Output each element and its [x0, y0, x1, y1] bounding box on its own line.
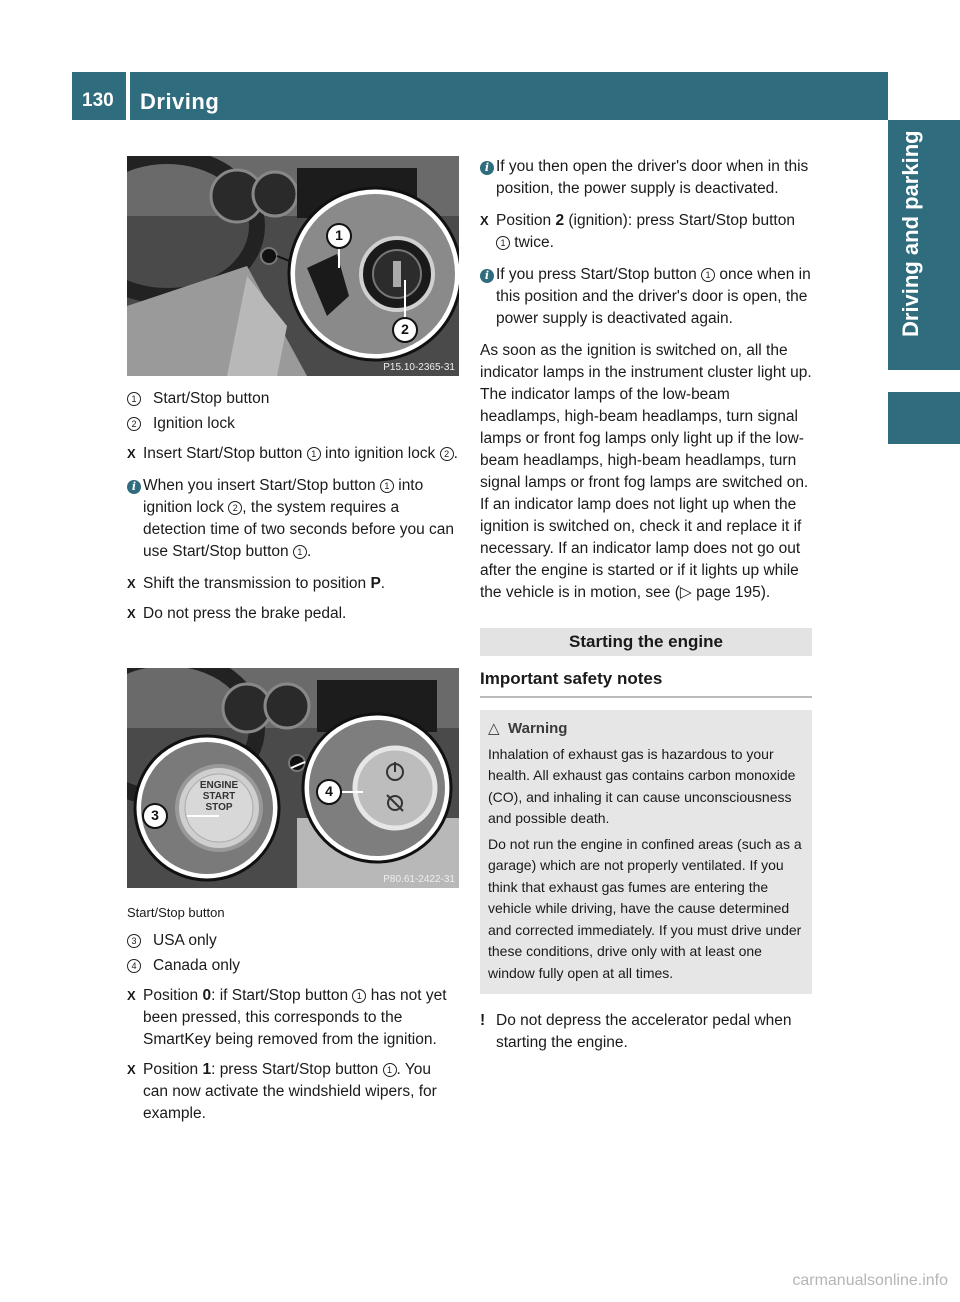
warning-text: Do not run the engine in confined areas (such as a garage) which are not properly ventilated. If you think that exhaust gas fumes are entering the vehicle while driving, have the cause determined and corrected immediately. If you must drive under these conditions, drive only with at least one window fully open at all times.: [488, 835, 802, 981]
step-arrow-icon: X: [127, 606, 136, 621]
callout-1-label: 1: [335, 227, 343, 243]
page-header: [72, 72, 888, 120]
left-column: [127, 388, 459, 629]
info-icon: i: [127, 480, 141, 494]
step-arrow-icon: X: [127, 1062, 136, 1077]
figure-2-illustration: [127, 668, 459, 888]
right-column: [480, 156, 812, 1054]
step-arrow-icon: X: [127, 988, 136, 1003]
callout-marker: 1: [307, 447, 321, 461]
callout-marker: 2: [440, 447, 454, 461]
header-divider: [126, 72, 130, 120]
page-title: Driving: [140, 89, 220, 114]
callout-marker: 1: [127, 392, 141, 406]
callout-marker: 3: [127, 934, 141, 948]
instruction-step: X Position 2 (ignition): press Start/Stop button 1 twice.: [480, 210, 812, 254]
callout-marker: 1: [380, 479, 394, 493]
warning-box: △ Warning Inhalation of exhaust gas is hazardous to your health. All exhaust gas contains carbon monoxide (CO), and inhaling it can cause unconsciousness and possible death. Do not run the engine in confined areas (such as a garage) which are not properly ventilated. If you think that exhaust gas fumes are entering the vehicle while driving, have the cause determined and corrected immediately. If you must drive under these conditions, drive only with at least one window fully open at all times.: [480, 710, 812, 994]
legend-item: 4 Canada only: [127, 955, 459, 977]
step-arrow-icon: X: [127, 446, 136, 461]
step-arrow-icon: X: [480, 213, 489, 228]
legend-item: 2 Ignition lock: [127, 413, 459, 435]
callout-2-label: 2: [401, 321, 409, 337]
legend-item: 3 USA only: [127, 930, 459, 952]
body-paragraph: As soon as the ignition is switched on, all the indicator lamps in the instrument cluster light up. The indicator lamps of the low-beam headlamps, high-beam headlamps, turn signal lamps or front fog lamps only light up if the low-beam headlamps, high-beam headlamps, turn signal lamps or front fog lamps are switched on. If an indicator lamp does not light up when the ignition is switched on, check it and replace it if necessary. If an indicator lamp does not go out after the engine is started or if it lights up while the vehicle is in motion, see (▷ page 195).: [480, 342, 812, 601]
chapter-marker: [888, 392, 960, 444]
chapter-tab-label: Driving and parking: [898, 130, 923, 337]
instruction-step: X Shift the transmission to position P.: [127, 573, 459, 595]
callout-marker: 1: [352, 989, 366, 1003]
section-heading: Starting the engine: [480, 628, 812, 656]
warning-triangle-icon: △: [488, 720, 500, 737]
caution-note: ! Do not depress the accelerator pedal when starting the engine.: [480, 1010, 812, 1054]
warning-text: Inhalation of exhaust gas is hazardous to your health. All exhaust gas contains carbon monoxide (CO), and inhaling it can cause unconsciousness and possible death.: [488, 745, 796, 826]
figure-caption: Start/Stop button: [127, 905, 225, 920]
info-note: i If you press Start/Stop button 1 once when in this position and the driver's door is open, the power supply is deactivated again.: [480, 264, 812, 330]
figure-1-illustration: [127, 156, 459, 376]
info-icon: i: [480, 161, 494, 175]
instruction-step: X Position 1: press Start/Stop button 1 . You can now activate the windshield wipers, for example.: [127, 1059, 459, 1125]
callout-marker: 1: [701, 268, 715, 282]
subsection-heading: Important safety notes: [480, 668, 812, 698]
instruction-step: X Insert Start/Stop button 1 into ignition lock 2 .: [127, 443, 459, 465]
left-column-lower: [127, 890, 459, 1129]
callout-4-label: 4: [325, 783, 333, 799]
step-arrow-icon: X: [127, 576, 136, 591]
info-note: i If you then open the driver's door when in this position, the power supply is deactivated.: [480, 156, 812, 200]
instruction-step: X Do not press the brake pedal.: [127, 603, 459, 625]
exclamation-icon: !: [480, 1012, 486, 1029]
callout-marker: 1: [293, 545, 307, 559]
legend-item: 1 Start/Stop button: [127, 388, 459, 410]
callout-3-label: 3: [151, 807, 159, 823]
page-number: 130: [82, 90, 114, 111]
figure-code: P15.10-2365-31: [383, 362, 455, 373]
instruction-step: X Position 0: if Start/Stop button 1 has not yet been pressed, this corresponds to the SmartKey being removed from the ignition.: [127, 985, 459, 1051]
info-note: i When you insert Start/Stop button 1 into ignition lock 2 , the system requires a detection time of two seconds before you can use Start/Stop button 1 .: [127, 475, 459, 563]
figure-start-stop-ignition: [127, 156, 459, 376]
callout-marker: 1: [496, 236, 510, 250]
callout-marker: 4: [127, 959, 141, 973]
engine-start-stop-label: ENGINE START STOP: [199, 780, 239, 813]
callout-marker: 2: [228, 501, 242, 515]
figure-code: P80.61-2422-31: [383, 874, 455, 885]
callout-marker: 1: [383, 1063, 397, 1077]
footer-watermark: carmanualsonline.info: [792, 1272, 948, 1289]
callout-marker: 2: [127, 417, 141, 431]
arrow-right-icon: ▷: [679, 584, 697, 601]
figure-start-stop-button: [127, 668, 459, 888]
info-icon: i: [480, 269, 494, 283]
